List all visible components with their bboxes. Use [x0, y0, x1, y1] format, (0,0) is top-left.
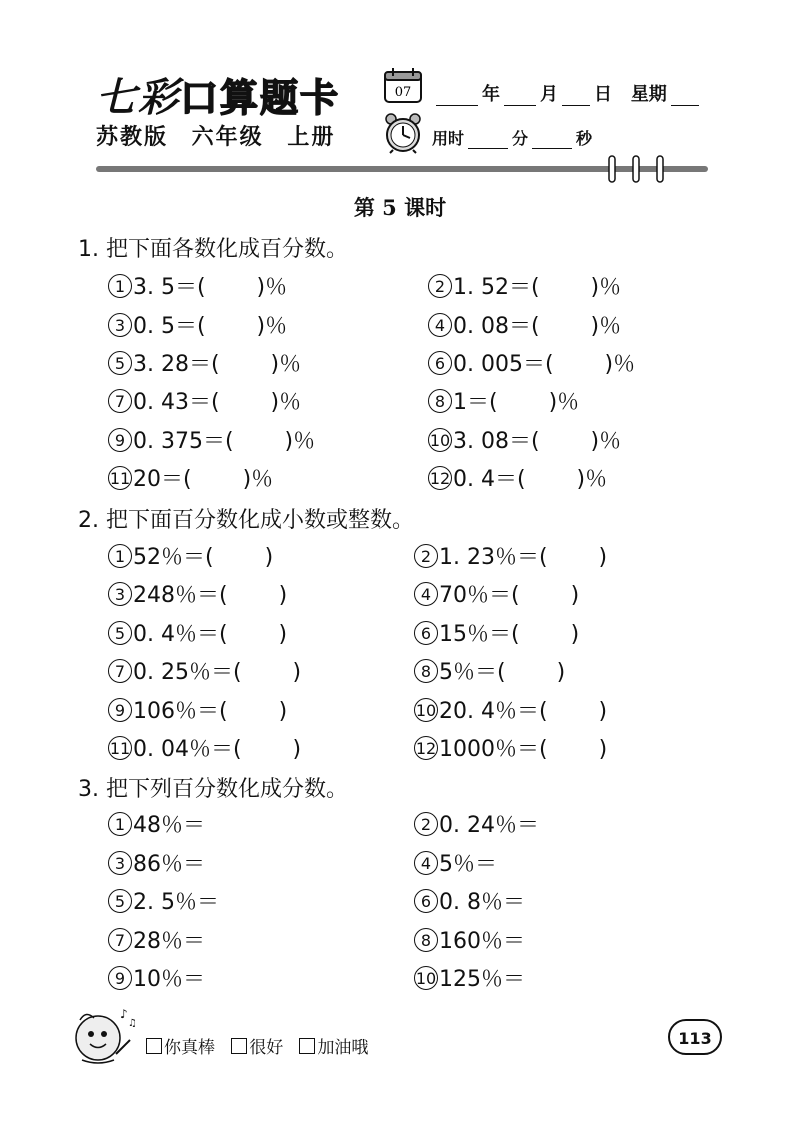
exercise-item: 5 0. 4％＝( ) [108, 617, 287, 648]
section-3-title: 3. 把下列百分数化成分数。 [78, 777, 348, 802]
day-blank[interactable] [562, 87, 590, 106]
edition-label: 苏教版 六年级 上册 [96, 125, 336, 150]
brand-title [96, 66, 340, 123]
exercise-item: 5 2. 5％＝ [108, 885, 219, 916]
seconds-blank[interactable] [532, 130, 572, 149]
clock-icon [383, 112, 423, 154]
exercise-item: 11 0. 04％＝( ) [109, 737, 302, 762]
day-label: 日 [594, 84, 612, 105]
exercise-item: 8 160％＝ [414, 924, 525, 955]
brand-name: 口算题卡 [180, 76, 341, 120]
calendar-day: 07 [394, 85, 412, 100]
section-2-title: 2. 把下面百分数化成小数或整数。 [78, 508, 414, 533]
eval-checkbox-3[interactable] [299, 1038, 315, 1054]
exercise-item: 2 0. 24％＝ [414, 808, 539, 839]
exercise-item: 4 5％＝ [414, 847, 497, 878]
exercise-item: 3 86％＝ [108, 847, 205, 878]
exercise-item: 10 3. 08＝( )％ [429, 429, 622, 454]
month-blank[interactable] [504, 87, 536, 106]
lesson-title: 第 5 课时 [353, 195, 447, 220]
exercise-item: 8 1＝( )％ [428, 385, 579, 416]
exercise-item: 4 70％＝( ) [414, 578, 579, 609]
exercise-item: 11 20＝( )％ [109, 467, 274, 492]
time-used-label: 用时 [432, 129, 465, 148]
self-evaluation [146, 1033, 368, 1058]
date-fields [432, 80, 703, 106]
exercise-item: 5 3. 28＝( )％ [108, 347, 301, 378]
exercise-item: 1 48％＝ [108, 808, 205, 839]
exercise-item: 12 1000％＝( ) [415, 737, 608, 762]
exercise-item: 8 5％＝( ) [414, 655, 565, 686]
exercise-item: 7 0. 43＝( )％ [108, 385, 301, 416]
exercise-item: 6 0. 8％＝ [414, 885, 525, 916]
svg-text:♪: ♪ [120, 1007, 128, 1021]
year-label: 年 [482, 84, 500, 105]
minutes-blank[interactable] [468, 130, 508, 149]
exercise-item: 10 20. 4％＝( ) [415, 699, 608, 724]
weekday-blank[interactable] [671, 87, 699, 106]
eval-label-1: 你真棒 [164, 1038, 215, 1058]
exercise-item: 7 28％＝ [108, 924, 205, 955]
exercise-item: 7 0. 25％＝( ) [108, 655, 301, 686]
eval-checkbox-2[interactable] [231, 1038, 247, 1054]
exercise-item: 2 1. 52＝( )％ [428, 270, 621, 301]
calendar-icon [383, 66, 423, 104]
exercise-item: 3 0. 5＝( )％ [108, 309, 287, 340]
eval-label-2: 很好 [249, 1038, 284, 1058]
exercise-item: 1 52％＝( ) [108, 540, 273, 571]
exercise-item: 2 1. 23％＝( ) [414, 540, 607, 571]
mascot-icon [70, 1004, 140, 1068]
exercise-item: 6 0. 005＝( )％ [428, 347, 635, 378]
seconds-label: 秒 [576, 129, 593, 148]
time-fields [432, 126, 592, 149]
eval-label-3: 加油哦 [317, 1038, 369, 1058]
exercise-item: 9 106％＝( ) [108, 694, 287, 725]
exercise-item: 3 248％＝( ) [108, 578, 287, 609]
brand-qicai: 七彩 [96, 74, 180, 121]
exercise-item: 9 10％＝ [108, 962, 205, 993]
exercise-item: 6 15％＝( ) [414, 617, 579, 648]
svg-text:♫: ♫ [128, 1018, 137, 1029]
exercise-item: 4 0. 08＝( )％ [428, 309, 621, 340]
exercise-item: 9 0. 375＝( )％ [108, 424, 315, 455]
weekday-label: 星期 [630, 84, 667, 105]
page-number: 113 [668, 1019, 722, 1055]
year-blank[interactable] [436, 87, 478, 106]
exercise-item: 1 3. 5＝( )％ [108, 270, 287, 301]
exercise-item: 12 0. 4＝( )％ [429, 467, 608, 492]
exercise-item: 10 125％＝ [415, 967, 525, 992]
minutes-label: 分 [512, 129, 529, 148]
section-1-title: 1. 把下面各数化成百分数。 [78, 237, 348, 262]
eval-checkbox-1[interactable] [146, 1038, 162, 1054]
month-label: 月 [540, 84, 558, 105]
binder-rings-icon [606, 154, 676, 184]
